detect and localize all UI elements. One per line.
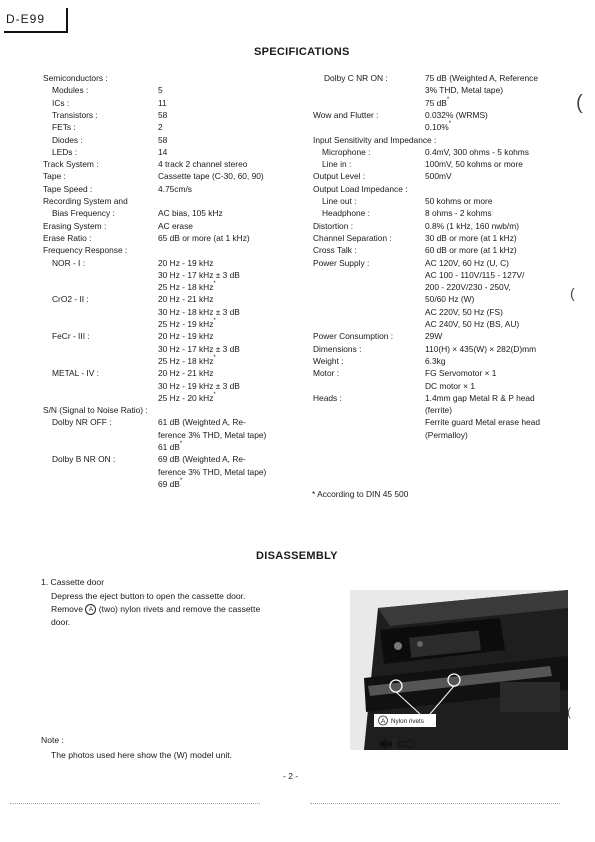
step-line-2	[51, 603, 260, 616]
spec-label: Erasing System :	[43, 220, 107, 231]
specifications-title: SPECIFICATIONS	[254, 46, 350, 58]
spec-label: Recording System and	[43, 196, 128, 206]
spec-value	[158, 146, 167, 158]
spec-value	[425, 170, 452, 182]
spec-label: Distortion :	[313, 220, 354, 231]
spec-label: Line in :	[322, 159, 352, 170]
spec-label: Transistors :	[52, 109, 98, 120]
spec-value-text: 200 - 220V/230 - 250V,	[425, 282, 511, 293]
spec-value-text: 75 dB (Weighted A, Reference	[425, 73, 538, 83]
spec-label: Output Load Impedance :	[313, 183, 408, 194]
spec-value	[158, 392, 216, 404]
step-line-2a: Remove	[51, 604, 83, 614]
spec-value-text: AC 120V, 60 Hz (U, C)	[425, 257, 509, 268]
spec-value	[425, 72, 538, 84]
spec-value-text: 25 Hz - 19 kHz	[158, 319, 214, 329]
spec-label: Output Level :	[313, 171, 366, 182]
spec-value-text: 11	[158, 97, 167, 108]
spec-value-text: 20 Hz - 21 kHz	[158, 294, 214, 305]
scan-dots-left	[10, 803, 260, 804]
spec-value-text: 58	[158, 109, 168, 120]
spec-label: Diodes :	[52, 134, 83, 145]
spec-label: Power Supply :	[313, 257, 370, 268]
spec-label: NOR - I :	[52, 257, 86, 268]
spec-value-text: Ferrite guard Metal erase head	[425, 417, 540, 428]
spec-value	[425, 318, 519, 330]
spec-value	[158, 293, 213, 305]
scan-dots-right	[310, 803, 560, 804]
disassembly-title: DISASSEMBLY	[256, 550, 338, 562]
model-number: D-E99	[6, 12, 46, 26]
spec-value	[158, 343, 240, 355]
spec-value-text: 110(H) × 435(W) × 282(D)mm	[425, 343, 537, 354]
spec-value-text: 0.8% (1 kHz, 160 nwb/m)	[425, 220, 520, 231]
spec-value	[425, 97, 449, 109]
spec-value-text: 4 track 2 channel stereo	[158, 159, 248, 170]
spec-value	[425, 367, 496, 379]
spec-label: Tape :	[43, 171, 66, 182]
spec-value-text: 50 kohms or more	[425, 196, 493, 206]
spec-value	[158, 207, 223, 219]
spec-value-text: 61 dB	[158, 442, 180, 452]
step-line-1: Depress the eject button to open the cassette door.	[51, 591, 246, 601]
spec-label: Microphone :	[322, 146, 371, 157]
spec-value-text: 61 dB (Weighted A, Re-	[158, 417, 246, 428]
spec-value	[425, 404, 452, 416]
spec-value-text: 1.4mm gap Metal R & P head	[425, 392, 535, 403]
spec-value-text: 30 Hz - 19 kHz ± 3 dB	[158, 380, 240, 391]
spec-value-text: 29W	[425, 331, 443, 342]
spec-value	[158, 269, 240, 281]
din-star: *	[213, 391, 216, 398]
spec-value-text: 25 Hz - 18 kHz	[158, 355, 214, 366]
spec-value	[425, 380, 475, 392]
spec-value-text: 3% THD, Metal tape)	[425, 85, 504, 96]
spec-value	[158, 281, 216, 293]
spec-label: CrO2 - II :	[52, 294, 89, 305]
spec-value	[158, 453, 246, 465]
step-line-2b: (two) nylon rivets and remove the cassette	[98, 604, 261, 614]
spec-value-text: 58	[158, 134, 168, 145]
spec-value	[425, 416, 540, 428]
spec-value	[425, 306, 503, 318]
spec-value	[425, 158, 523, 170]
spec-value-text: AC 220V, 50 Hz (FS)	[425, 306, 503, 317]
spec-value-text: AC 240V, 50 Hz (BS, AU)	[425, 319, 520, 329]
spec-value	[158, 318, 216, 330]
spec-value	[425, 429, 468, 441]
spec-value-text: 20 Hz - 19 kHz	[158, 331, 214, 342]
din-star: *	[213, 354, 216, 361]
spec-value-text: 6.3kg	[425, 355, 446, 366]
spec-value	[425, 355, 446, 367]
spec-label: Motor :	[313, 368, 340, 379]
spec-value	[158, 109, 167, 121]
page-number: - 2 -	[283, 771, 299, 781]
spec-label: ICs :	[52, 97, 70, 108]
spec-label: Tape Speed :	[43, 183, 93, 194]
spec-value	[158, 380, 240, 392]
spec-value-text: ference 3% THD, Metal tape)	[158, 429, 267, 440]
spec-value	[425, 232, 517, 244]
spec-value	[158, 170, 264, 182]
spec-value	[158, 330, 213, 342]
svg-text:A: A	[381, 718, 386, 725]
din-footnote: * According to DIN 45 500	[312, 489, 409, 499]
spec-value	[158, 466, 266, 478]
spec-value	[425, 109, 488, 121]
spec-value	[425, 269, 524, 281]
spec-value-text: AC erase	[158, 220, 193, 231]
header-bar	[66, 8, 68, 32]
step-title: 1. Cassette door	[41, 577, 105, 587]
spec-value-text: 30 dB or more (at 1 kHz)	[425, 232, 517, 243]
spec-value-text: (ferrite)	[425, 405, 452, 416]
spec-value-text: AC 100 - 110V/115 - 127V/	[425, 269, 525, 280]
din-star: *	[213, 281, 216, 288]
spec-value-text: 20 Hz - 19 kHz	[158, 257, 214, 268]
spec-value-text: 50/60 Hz (W)	[425, 294, 475, 305]
spec-value-text: Cassette tape (C-30, 60, 90)	[158, 171, 264, 182]
spec-value-text: 0.10%	[425, 122, 449, 133]
spec-value	[425, 330, 442, 342]
spec-value	[158, 306, 240, 318]
eject-arrow-icon	[378, 734, 418, 754]
spec-value	[158, 97, 167, 109]
spec-value	[158, 220, 193, 232]
spec-label: METAL - IV :	[52, 368, 99, 379]
spec-value-text: DC motor × 1	[425, 380, 476, 391]
spec-value	[158, 429, 266, 441]
spec-value	[425, 293, 474, 305]
spec-label: Dolby NR OFF :	[52, 417, 112, 428]
spec-label: Cross Talk :	[313, 245, 357, 256]
spec-value-text: 60 dB or more (at 1 kHz)	[425, 245, 517, 256]
spec-value-text: 5	[158, 85, 163, 96]
spec-value	[425, 392, 535, 404]
spec-value-text: 100mV, 50 kohms or more	[425, 159, 523, 170]
spec-label: Line out :	[322, 196, 357, 206]
spec-value	[425, 343, 536, 355]
spec-label: Heads :	[313, 392, 342, 403]
spec-value	[425, 207, 492, 219]
spec-value-text: 4.75cm/s	[158, 183, 192, 194]
spec-label: Track System :	[43, 159, 99, 170]
deck-photo-drawing	[350, 590, 568, 750]
spec-value	[158, 183, 192, 195]
spec-value	[158, 121, 163, 133]
spec-value-text: 0.4mV, 300 ohms - 5 kohms	[425, 146, 529, 157]
spec-value-text: (Permalloy)	[425, 429, 468, 440]
spec-value	[158, 232, 250, 244]
spec-label: Modules :	[52, 85, 89, 96]
margin-mark-low: (	[567, 705, 571, 719]
spec-value	[158, 367, 213, 379]
spec-value-text: ference 3% THD, Metal tape)	[158, 466, 267, 477]
spec-value	[158, 355, 216, 367]
margin-mark-mid: (	[570, 285, 575, 301]
note-text: The photos used here show the (W) model unit.	[51, 750, 233, 760]
spec-value	[158, 257, 213, 269]
spec-value-text: 0.032% (WRMS)	[425, 109, 488, 120]
spec-value-text: 25 Hz - 18 kHz	[158, 282, 214, 293]
spec-value-text: 20 Hz - 21 kHz	[158, 368, 214, 379]
din-star: *	[448, 121, 452, 128]
spec-value-text: 8 ohms - 2 kohms	[425, 208, 492, 219]
spec-value	[425, 146, 529, 158]
spec-value-text: 25 Hz - 20 kHz	[158, 392, 214, 403]
cassette-deck-photo	[350, 590, 568, 750]
din-star: *	[446, 96, 450, 103]
spec-label: FETs :	[52, 122, 76, 133]
spec-label: Dolby B NR ON :	[52, 454, 116, 465]
spec-value	[425, 244, 517, 256]
margin-mark-top: (	[576, 92, 583, 114]
spec-label: FeCr - III :	[52, 331, 90, 342]
spec-label: Input Sensitivity and Impedance :	[313, 134, 437, 145]
spec-label: Frequency Response :	[43, 245, 128, 256]
nylon-rivets-callout: Nylon rivets	[391, 718, 424, 725]
spec-label: Channel Separation :	[313, 232, 392, 243]
spec-value	[425, 257, 509, 269]
spec-value	[158, 84, 163, 96]
spec-value-text: 69 dB (Weighted A, Re-	[158, 454, 246, 465]
note-label: Note :	[41, 735, 64, 745]
spec-value-text: AC bias, 105 kHz	[158, 208, 223, 219]
circled-a-marker: A	[85, 604, 96, 615]
spec-value-text: 2	[158, 122, 163, 133]
spec-value	[158, 158, 247, 170]
spec-label: Dolby C NR ON :	[324, 73, 388, 83]
spec-value	[425, 121, 451, 133]
spec-label: Weight :	[313, 355, 344, 366]
din-star: *	[213, 318, 216, 324]
spec-label: Bias Frequency :	[52, 208, 115, 219]
spec-value-text: 30 Hz - 17 kHz ± 3 dB	[158, 269, 240, 280]
spec-value	[425, 220, 519, 232]
spec-value	[425, 281, 511, 293]
spec-label: Headphone :	[322, 208, 370, 219]
spec-label: Dimensions :	[313, 343, 362, 354]
spec-value-text: 500mV	[425, 171, 452, 182]
spec-label: Power Consumption :	[313, 331, 394, 342]
spec-value-text: 69 dB	[158, 478, 180, 489]
spec-label: LEDs :	[52, 146, 78, 157]
spec-label: Erase Ratio :	[43, 232, 92, 243]
spec-value	[425, 84, 503, 96]
step-line-3: door.	[51, 617, 71, 627]
header-rule	[4, 31, 68, 33]
din-star: *	[179, 441, 183, 447]
spec-value	[158, 478, 182, 490]
spec-value	[158, 416, 246, 428]
din-star: *	[179, 477, 183, 484]
spec-value	[158, 134, 167, 146]
spec-value-text: 65 dB or more (at 1 kHz)	[158, 232, 250, 243]
spec-value-text: 14	[158, 146, 168, 157]
spec-value-text: 75 dB	[425, 97, 447, 108]
spec-value	[158, 441, 182, 453]
spec-value-text: 30 Hz - 17 kHz ± 3 dB	[158, 343, 240, 354]
spec-label: S/N (Signal to Noise Ratio) :	[43, 405, 148, 416]
spec-value	[425, 195, 493, 207]
spec-value-text: FG Servomotor × 1	[425, 368, 497, 379]
spec-label: Semiconductors :	[43, 73, 108, 83]
spec-label: Wow and Flutter :	[313, 109, 379, 120]
spec-value-text: 30 Hz - 18 kHz ± 3 dB	[158, 306, 240, 317]
